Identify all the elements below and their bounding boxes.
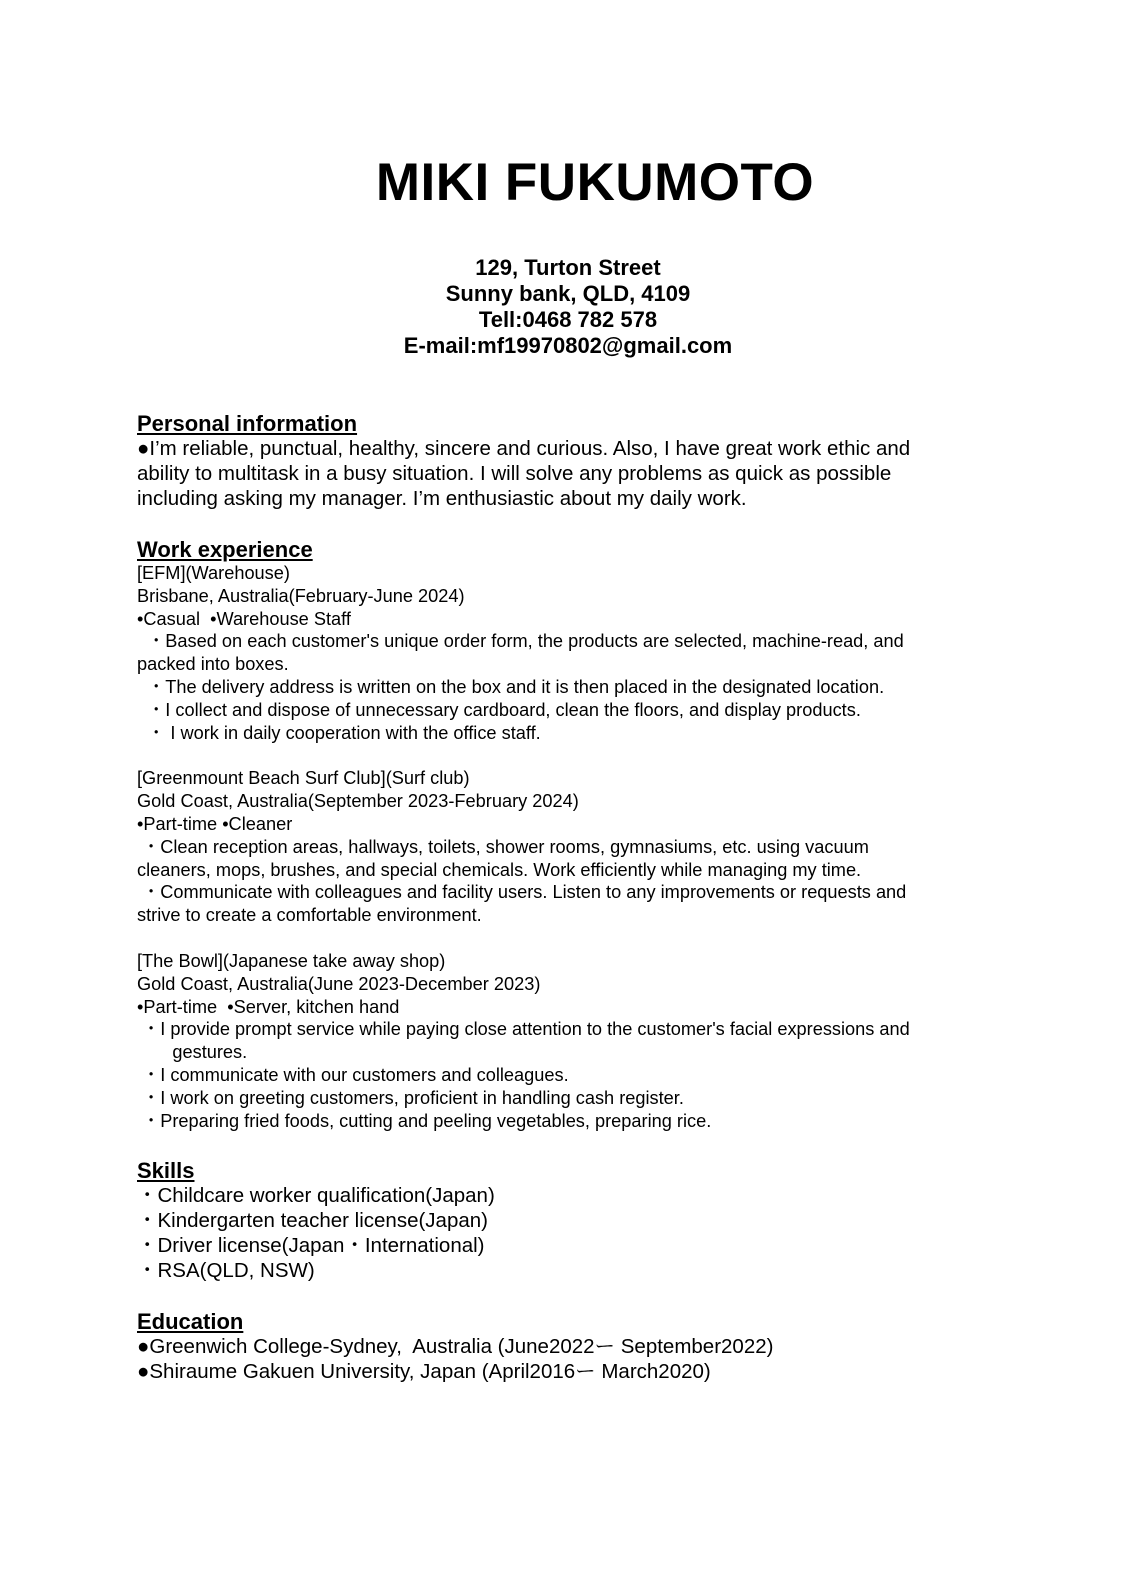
address-line-1: 129, Turton Street [475, 255, 661, 280]
email-address: E-mail:mf19970802@gmail.com [403, 333, 733, 358]
job-line: ・I provide prompt service while paying close attention to the customer's facial expressions and [137, 1019, 910, 1040]
job-line: Gold Coast, Australia(September 2023-February 2024) [137, 791, 579, 812]
job-line: gestures. [137, 1042, 248, 1063]
job-line: packed into boxes. [137, 654, 289, 675]
job-line: ・Clean reception areas, hallways, toilets, shower rooms, gymnasiums, etc. using vacuum [137, 836, 869, 857]
resume-body [137, 411, 997, 1384]
skill-item: ・RSA(QLD, NSW) [137, 1259, 315, 1283]
job-line: ・Preparing fried foods, cutting and peeling vegetables, preparing rice. [137, 1110, 712, 1131]
job-line: ・I communicate with our customers and colleagues. [137, 1064, 569, 1085]
skill-item: ・Childcare worker qualification(Japan) [137, 1184, 495, 1208]
personal-info-line: including asking my manager. I’m enthusiastic about my daily work. [137, 487, 747, 510]
section-spacer [137, 927, 997, 950]
job-line: •Part-time •Cleaner [137, 813, 293, 834]
job-line: ・The delivery address is written on the box and it is then placed in the designated location. [137, 676, 885, 697]
job-line: ・ I work in daily cooperation with the office staff. [137, 722, 541, 743]
phone-number: Tell:0468 782 578 [478, 307, 658, 332]
job-line: Gold Coast, Australia(June 2023-December 2023) [137, 973, 541, 994]
job-line: [The Bowl](Japanese take away shop) [137, 950, 446, 971]
education-item: ●Shiraume Gakuen University, Japan (April2016ー March2020) [137, 1360, 711, 1384]
job-entry-efm [137, 562, 997, 744]
job-entry-the-bowl [137, 950, 997, 1132]
resume-name: MIKI FUKUMOTO [375, 153, 815, 212]
skill-item: ・Kindergarten teacher license(Japan) [137, 1209, 488, 1233]
job-line: •Casual •Warehouse Staff [137, 608, 351, 629]
job-line: ・I collect and dispose of unnecessary cardboard, clean the floors, and display products. [137, 699, 861, 720]
personal-info-heading: Personal information [137, 411, 358, 436]
personal-info-line: ability to multitask in a busy situation. I will solve any problems as quick as possible [137, 462, 892, 485]
job-line: [Greenmount Beach Surf Club](Surf club) [137, 768, 470, 789]
skills-heading: Skills [137, 1158, 195, 1184]
education-item: ●Greenwich College-Sydney, Australia (June2022ー September2022) [137, 1335, 774, 1359]
job-entry-surf-club [137, 767, 997, 927]
section-spacer [137, 1132, 997, 1158]
job-line: [EFM](Warehouse) [137, 563, 290, 583]
work-experience-heading: Work experience [137, 537, 313, 562]
job-line: cleaners, mops, brushes, and special chemicals. Work efficiently while managing my time. [137, 859, 862, 880]
section-spacer [137, 744, 997, 767]
section-spacer [137, 511, 997, 537]
address-line-2: Sunny bank, QLD, 4109 [445, 281, 691, 306]
job-line: strive to create a comfortable environment. [137, 905, 482, 926]
skill-item: ・Driver license(Japan・International) [137, 1234, 485, 1258]
job-line: ・Based on each customer's unique order form, the products are selected, machine-read, and [137, 631, 904, 652]
personal-info-line: ●I’m reliable, punctual, healthy, sincere and curious. Also, I have great work ethic and [137, 437, 911, 460]
contact-block [0, 255, 1125, 359]
job-line: •Part-time •Server, kitchen hand [137, 996, 400, 1017]
job-line: Brisbane, Australia(February-June 2024) [137, 585, 465, 606]
job-line: ・I work on greeting customers, proficient in handling cash register. [137, 1087, 684, 1108]
education-heading: Education [137, 1309, 244, 1335]
job-line: ・Communicate with colleagues and facility users. Listen to any improvements or requests and [137, 882, 907, 903]
section-spacer [137, 1283, 997, 1309]
